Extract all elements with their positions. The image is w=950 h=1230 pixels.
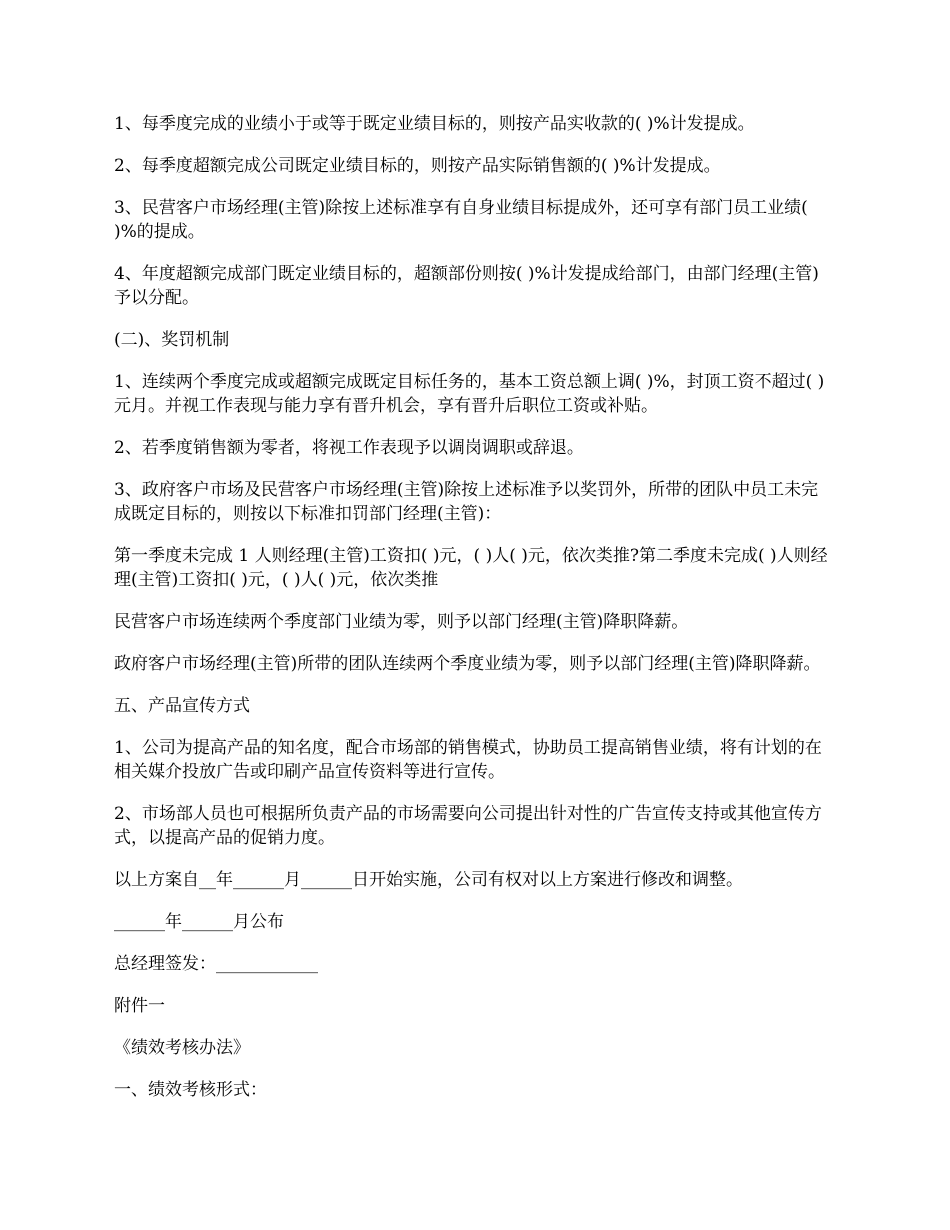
paragraph-private-market-demotion: 民营客户市场连续两个季度部门业绩为零，则予以部门经理(主管)降职降薪。 — [114, 612, 689, 632]
section-heading-performance-form: 一、绩效考核形式： — [114, 1080, 267, 1100]
paragraph-attachment-label: 附件一 — [114, 996, 165, 1016]
paragraph-quarterly-deduction: 第一季度未完成 1 人则经理(主管)工资扣( )元，( )人( )元，依次类推?第二季度未完成( )人则经理(主管)工资扣( )元，( )人( )元，依次类推 — [114, 546, 828, 590]
paragraph-commission-rule-2: 2、每季度超额完成公司既定业绩目标的，则按产品实际销售额的( )%计发提成。 — [114, 156, 721, 176]
paragraph-promotion-rule-2: 2、市场部人员也可根据所负责产品的市场需要向公司提出针对性的广告宣传支持或其他宣传方式，以提高产品的促销力度。 — [114, 804, 822, 848]
paragraph-reward-rule-2: 2、若季度销售额为零者，将视工作表现予以调岗调职或辞退。 — [114, 438, 584, 458]
paragraph-commission-rule-4: 4、年度超额完成部门既定业绩目标的，超额部份则按( )%计发提成给部门，由部门经理(主管)予以分配。 — [114, 264, 819, 308]
section-heading-product-promotion: 五、产品宣传方式 — [114, 696, 250, 716]
document-body — [114, 112, 834, 1120]
paragraph-attachment-title: 《绩效考核办法》 — [114, 1038, 250, 1058]
paragraph-effective-date: 以上方案自__年______月______日开始实施，公司有权对以上方案进行修改和调整。 — [114, 870, 743, 890]
paragraph-promotion-rule-1: 1、公司为提高产品的知名度，配合市场部的销售模式，协助员工提高销售业绩，将有计划的在相关媒介投放广告或印刷产品宣传资料等进行宣传。 — [114, 738, 822, 782]
paragraph-government-market-demotion: 政府客户市场经理(主管)所带的团队连续两个季度业绩为零，则予以部门经理(主管)降职降薪。 — [114, 654, 821, 674]
paragraph-gm-signature: 总经理签发：____________ — [114, 954, 318, 974]
paragraph-commission-rule-1: 1、每季度完成的业绩小于或等于既定业绩目标的，则按产品实收款的( )%计发提成。 — [114, 114, 755, 134]
paragraph-commission-rule-3: 3、民营客户市场经理(主管)除按上述标准享有自身业绩目标提成外，还可享有部门员工业绩( )%的提成。 — [114, 198, 808, 242]
section-heading-reward-penalty: (二)、奖罚机制 — [114, 330, 230, 350]
paragraph-reward-rule-1: 1、连续两个季度完成或超额完成既定目标任务的，基本工资总额上调( )%，封顶工资不超过( )元月。并视工作表现与能力享有晋升机会，享有晋升后职位工资或补贴。 — [114, 372, 825, 416]
paragraph-reward-rule-3: 3、政府客户市场及民营客户市场经理(主管)除按上述标准予以奖罚外，所带的团队中员工未完成既定目标的，则按以下标准扣罚部门经理(主管)： — [114, 480, 819, 524]
paragraph-publish-date: ______年______月公布 — [114, 912, 284, 932]
